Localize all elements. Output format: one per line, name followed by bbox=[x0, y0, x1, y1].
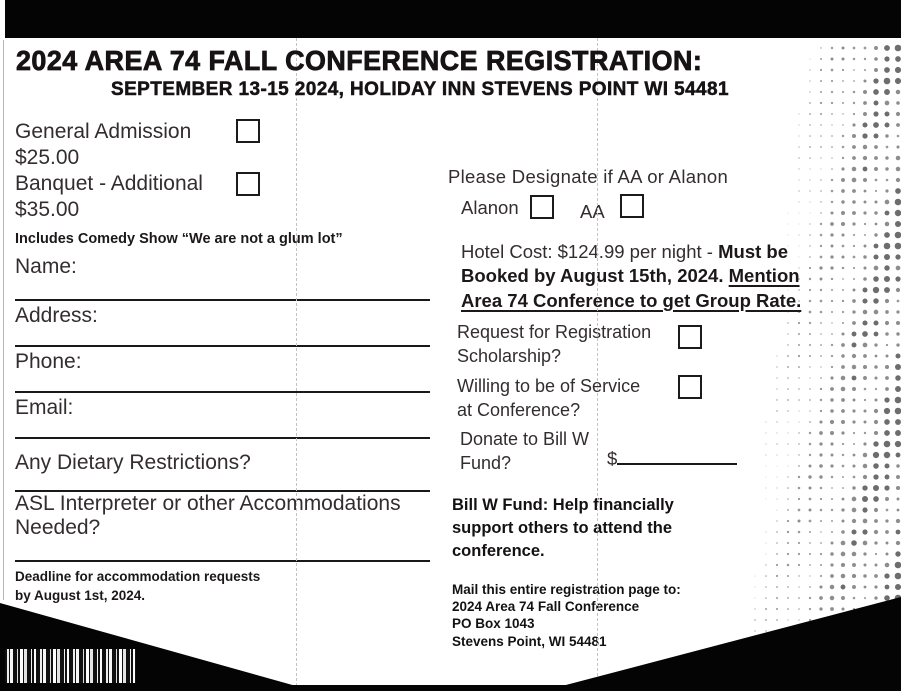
general-admission-label: General Admission bbox=[15, 120, 192, 143]
email-label: Email: bbox=[15, 396, 74, 419]
service-line2: at Conference? bbox=[457, 399, 581, 420]
hotel-underline-text2: Area 74 Conference to get Group Rate. bbox=[461, 289, 802, 311]
designate-heading: Please Designate if AA or Alanon bbox=[448, 166, 729, 187]
fold-line-left bbox=[296, 38, 297, 691]
fold-line-right bbox=[597, 38, 598, 691]
barcode bbox=[5, 649, 136, 683]
phone-input-line[interactable] bbox=[15, 391, 430, 393]
name-label: Name: bbox=[15, 255, 77, 278]
hotel-info bbox=[461, 240, 801, 313]
page-edge-line bbox=[3, 40, 4, 600]
bottom-black-strip bbox=[0, 685, 901, 691]
page-subtitle: SEPTEMBER 13-15 2024, HOLIDAY INN STEVENS POINT WI 54481 bbox=[111, 79, 729, 100]
asl-input-line[interactable] bbox=[15, 560, 430, 562]
service-line1: Willing to be of Service bbox=[457, 376, 641, 396]
alanon-label: Alanon bbox=[461, 197, 519, 218]
hotel-regular-text: Hotel Cost: $124.99 per night - bbox=[461, 241, 719, 262]
accommodation-deadline-note bbox=[15, 567, 260, 605]
address-label: Address: bbox=[15, 304, 98, 327]
service-question bbox=[457, 375, 640, 422]
asl-label-line2: Needed? bbox=[15, 516, 101, 539]
alanon-checkbox[interactable] bbox=[530, 195, 554, 219]
address-input-line[interactable] bbox=[15, 345, 430, 347]
general-admission-price: $25.00 bbox=[15, 146, 80, 169]
donate-amount bbox=[607, 448, 737, 470]
banquet-label: Banquet - Additional bbox=[15, 172, 203, 195]
donate-question bbox=[460, 428, 589, 475]
bill-w-line1: Bill W Fund: Help financially bbox=[452, 496, 674, 514]
bill-w-line2: support others to attend the bbox=[452, 519, 672, 538]
mail-line2: PO Box 1043 bbox=[452, 616, 535, 632]
general-admission-checkbox[interactable] bbox=[236, 119, 260, 143]
mail-line1: 2024 Area 74 Fall Conference bbox=[452, 599, 640, 615]
hotel-underline-text1: Mention bbox=[728, 265, 800, 287]
dietary-label: Any Dietary Restrictions? bbox=[15, 451, 251, 474]
scholarship-line1: Request for Registration bbox=[457, 322, 652, 342]
dollar-sign: $ bbox=[607, 448, 618, 469]
phone-label: Phone: bbox=[15, 350, 82, 373]
hotel-line3 bbox=[461, 289, 801, 313]
asl-label-line1: ASL Interpreter or other Accommodations bbox=[15, 492, 401, 515]
name-input-line[interactable] bbox=[15, 299, 430, 301]
scholarship-checkbox[interactable] bbox=[678, 325, 702, 349]
banquet-checkbox[interactable] bbox=[236, 172, 260, 196]
comedy-show-note: Includes Comedy Show “We are not a glum lot” bbox=[15, 231, 343, 247]
hotel-line2 bbox=[461, 264, 801, 288]
banquet-price: $35.00 bbox=[15, 198, 80, 221]
mailing-address-block bbox=[452, 581, 681, 650]
bill-w-fund-note bbox=[452, 494, 674, 564]
aa-checkbox[interactable] bbox=[620, 194, 644, 218]
service-checkbox[interactable] bbox=[678, 375, 702, 399]
donate-amount-line[interactable] bbox=[617, 449, 737, 465]
bill-w-line3: conference. bbox=[452, 542, 545, 561]
hotel-bold-text2: Booked by August 15th, 2024. bbox=[461, 265, 729, 287]
scholarship-question bbox=[457, 321, 651, 368]
mail-line3: Stevens Point, WI 54481 bbox=[452, 633, 607, 649]
page-title: 2024 AREA 74 FALL CONFERENCE REGISTRATION: bbox=[16, 45, 703, 76]
asl-label bbox=[15, 492, 401, 540]
email-input-line[interactable] bbox=[15, 437, 430, 439]
aa-label: AA bbox=[580, 201, 605, 222]
top-black-bar bbox=[5, 0, 901, 38]
hotel-bold-text1: Must be bbox=[718, 241, 788, 262]
hotel-line1 bbox=[461, 240, 801, 264]
deadline-line1: Deadline for accommodation requests bbox=[15, 569, 261, 584]
deadline-line2: by August 1st, 2024. bbox=[15, 588, 146, 603]
donate-line2: Fund? bbox=[460, 452, 512, 473]
scholarship-line2: Scholarship? bbox=[457, 345, 562, 366]
donate-line1: Donate to Bill W bbox=[460, 429, 590, 449]
mail-heading: Mail this entire registration page to: bbox=[452, 582, 681, 597]
